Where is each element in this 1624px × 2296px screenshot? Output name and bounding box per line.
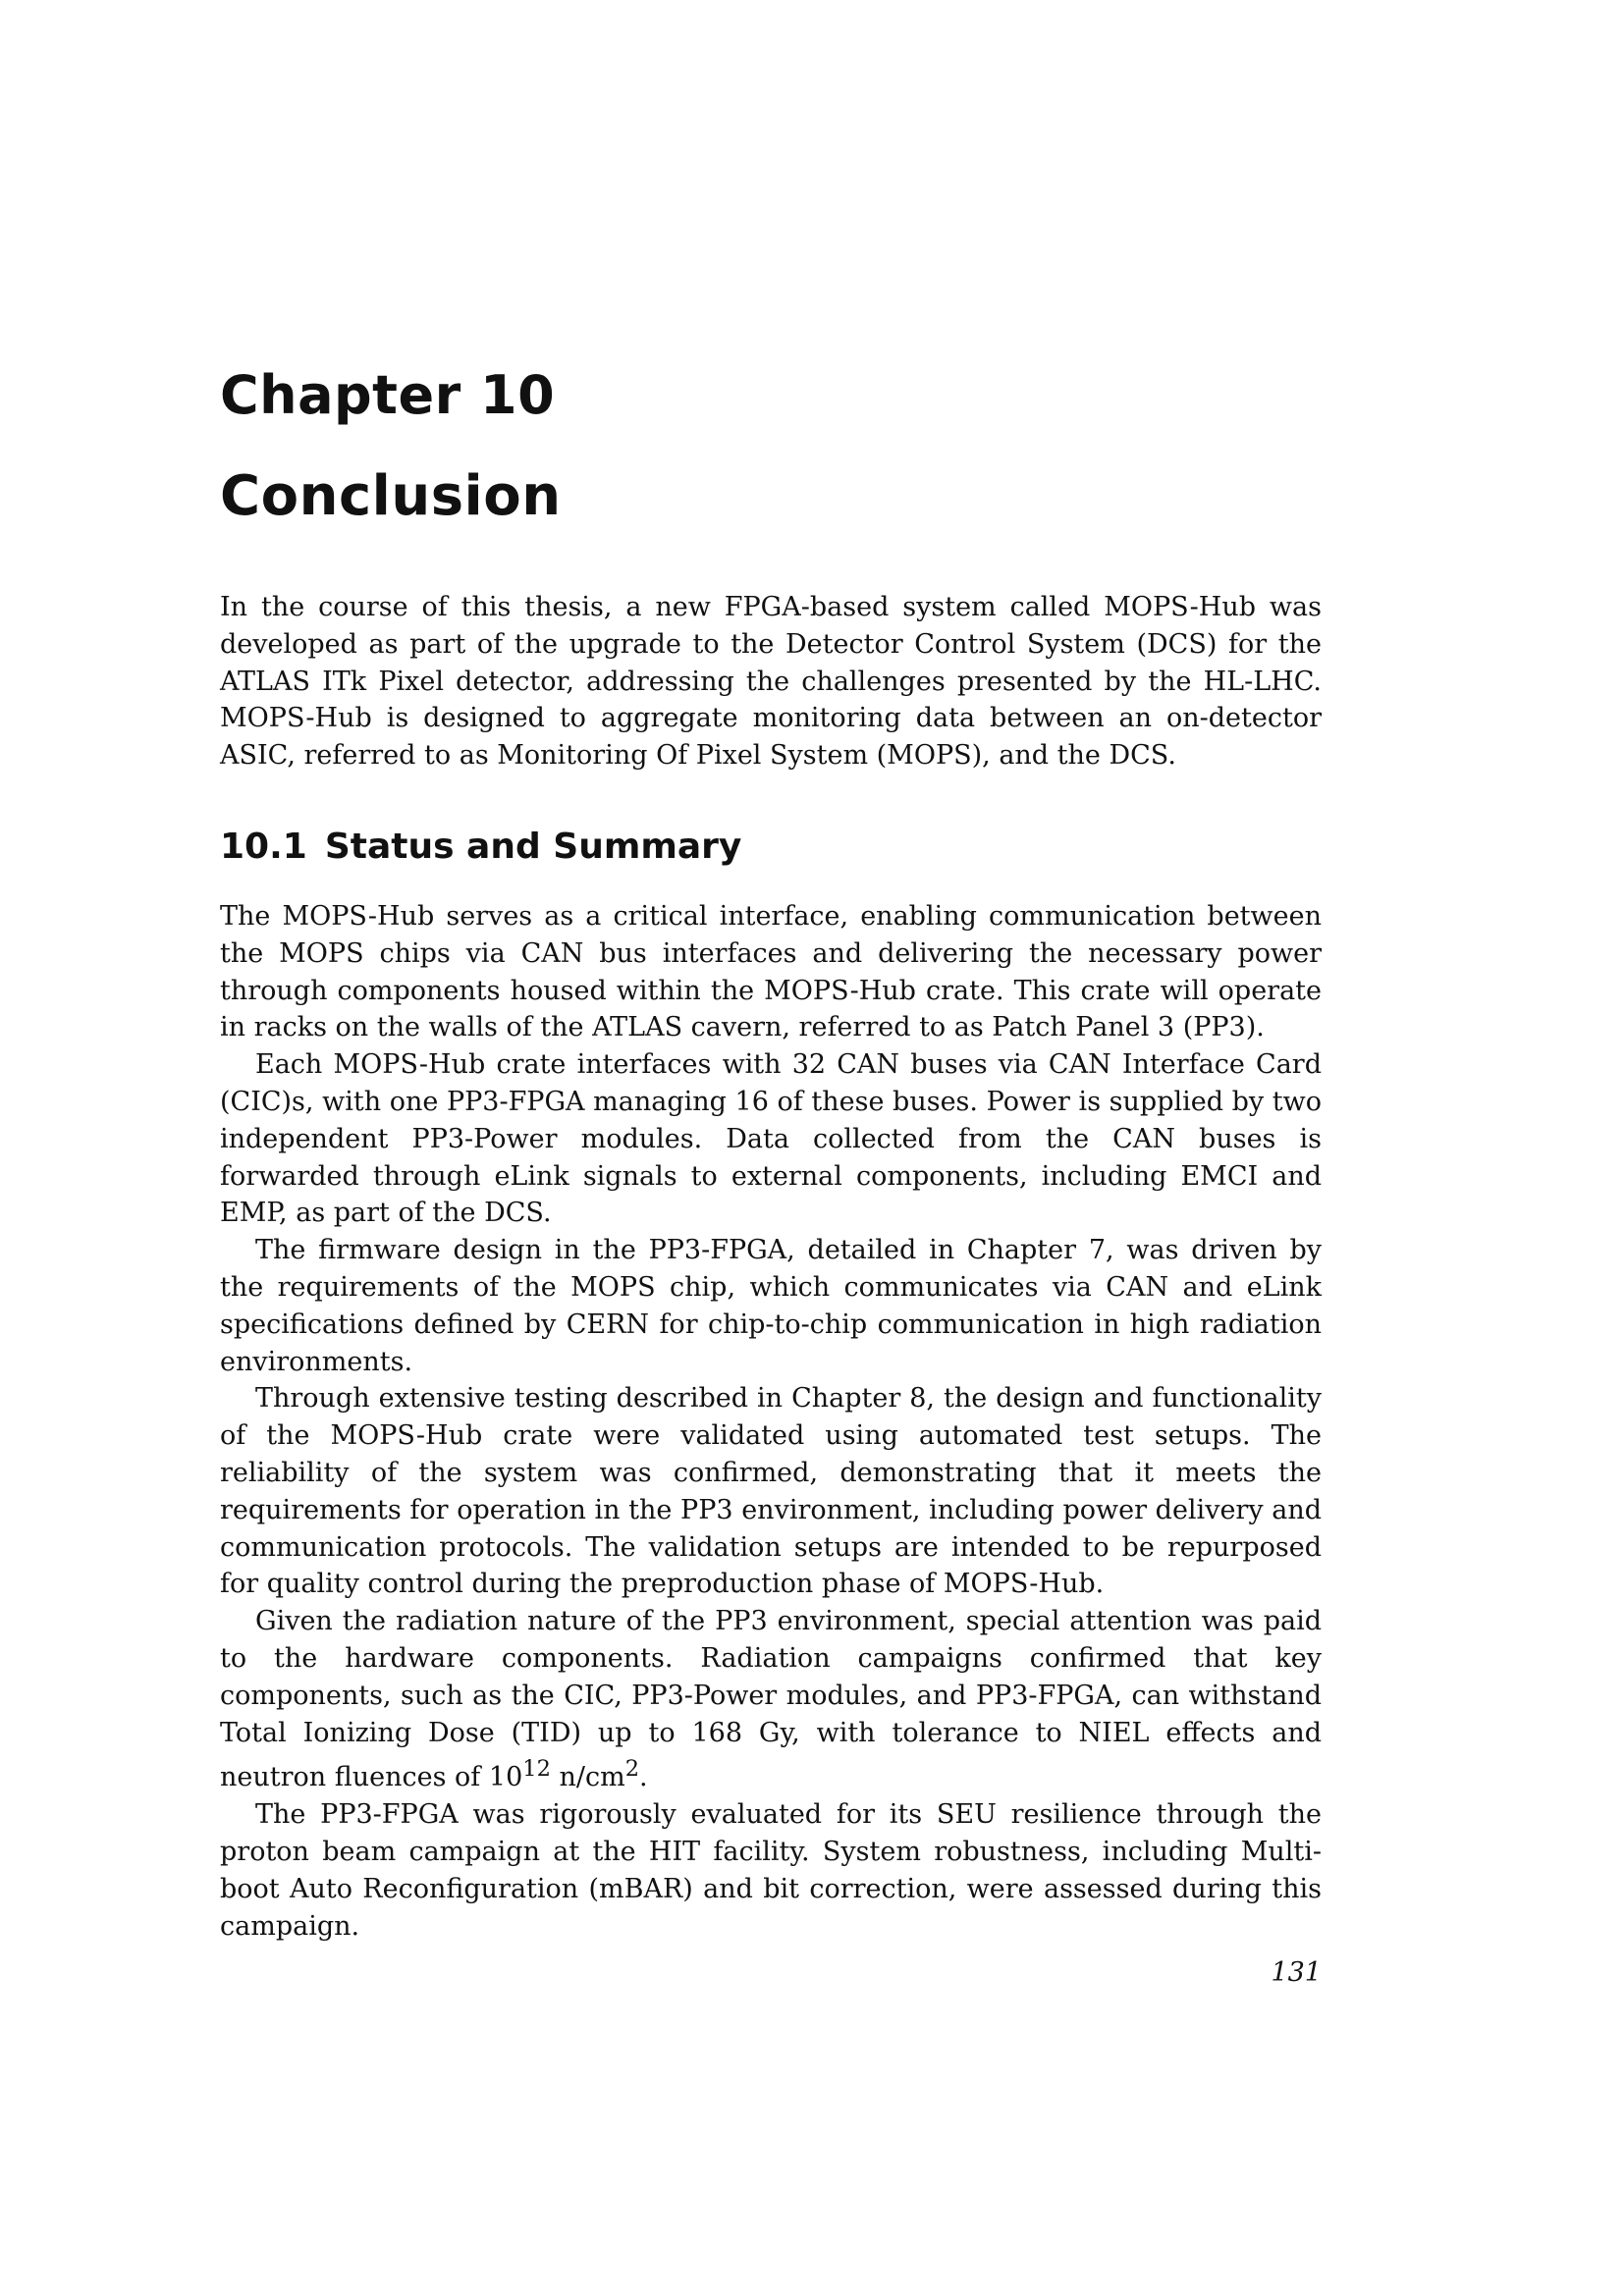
chapter-label: Chapter 10 xyxy=(220,364,556,426)
section-body xyxy=(220,898,1322,1945)
radiation-paragraph xyxy=(220,1603,1322,1796)
body-paragraph: The firmware design in the PP3-FPGA, detailed in Chapter 7, was driven by the requirements of the MOPS chip, which communicates via CAN and eLink specifications defined by CERN for chip-to-chip communication in high radiation environments. xyxy=(220,1235,1322,1377)
section-heading xyxy=(220,829,741,865)
body-paragraph: The MOPS-Hub serves as a critical interface, enabling communication between the MOPS chips via CAN bus interfaces and delivering the necessary power through components housed within the MOPS-Hub crate. This crate will operate in racks on the walls of the ATLAS cavern, referred to as Patch Panel 3 (PP3). xyxy=(220,901,1322,1043)
fluence-base: 10 xyxy=(488,1762,523,1793)
intro-section xyxy=(220,589,1322,774)
radiation-text: Given the radiation nature of the PP3 environment, special attention was paid to the hardware components. Radiation campaigns confirmed that key components, such as the CIC, PP3-Power modules, and PP3-FPGA, can withstand Total Ionizing Dose (TID) up to 168 Gy, with tolerance to NIEL effects and neutron fluences of xyxy=(220,1606,1322,1793)
body-paragraph: The PP3-FPGA was rigorously evaluated for its SEU resilience through the proton beam campaign at the HIT facility. System robustness, including Multi-boot Auto Reconfiguration (mBAR) and bit correction, were assessed during this campaign. xyxy=(220,1799,1322,1942)
section-title: Status and Summary xyxy=(324,827,742,867)
body-paragraph: Through extensive testing described in Chapter 8, the design and functionality of the MOPS-Hub crate were validated using automated test setups. The reliability of the system was confirmed, demonstrating that it meets the requirements for operation in the PP3 environment, including power delivery and communication protocols. The validation setups are intended to be repurposed for quality control during the preproduction phase of MOPS-Hub. xyxy=(220,1383,1322,1600)
page-number: 131 xyxy=(1271,1957,1322,1988)
fluence-exponent: 12 xyxy=(522,1756,551,1783)
chapter-title: Conclusion xyxy=(220,464,562,528)
fluence-unit: n/cm xyxy=(550,1762,625,1793)
unit-exponent: 2 xyxy=(624,1756,640,1783)
intro-paragraph: In the course of this thesis, a new FPGA-based system called MOPS-Hub was developed as part of the upgrade to the Detector Control System (DCS) for the ATLAS ITk Pixel detector, addressing the challenges presented by the HL-LHC. MOPS-Hub is designed to aggregate monitoring data between an on-detector ASIC, referred to as Monitoring Of Pixel System (MOPS), and the DCS. xyxy=(220,592,1322,772)
section-number: 10.1 xyxy=(220,827,307,867)
radiation-text-end: . xyxy=(639,1762,648,1793)
body-paragraph: Each MOPS-Hub crate interfaces with 32 CAN buses via CAN Interface Card (CIC)s, with one PP3-FPGA managing 16 of these buses. Power is supplied by two independent PP3-Power modules. Data collected from the CAN buses is forwarded through eLink signals to external components, including EMCI and EMP, as part of the DCS. xyxy=(220,1049,1322,1229)
